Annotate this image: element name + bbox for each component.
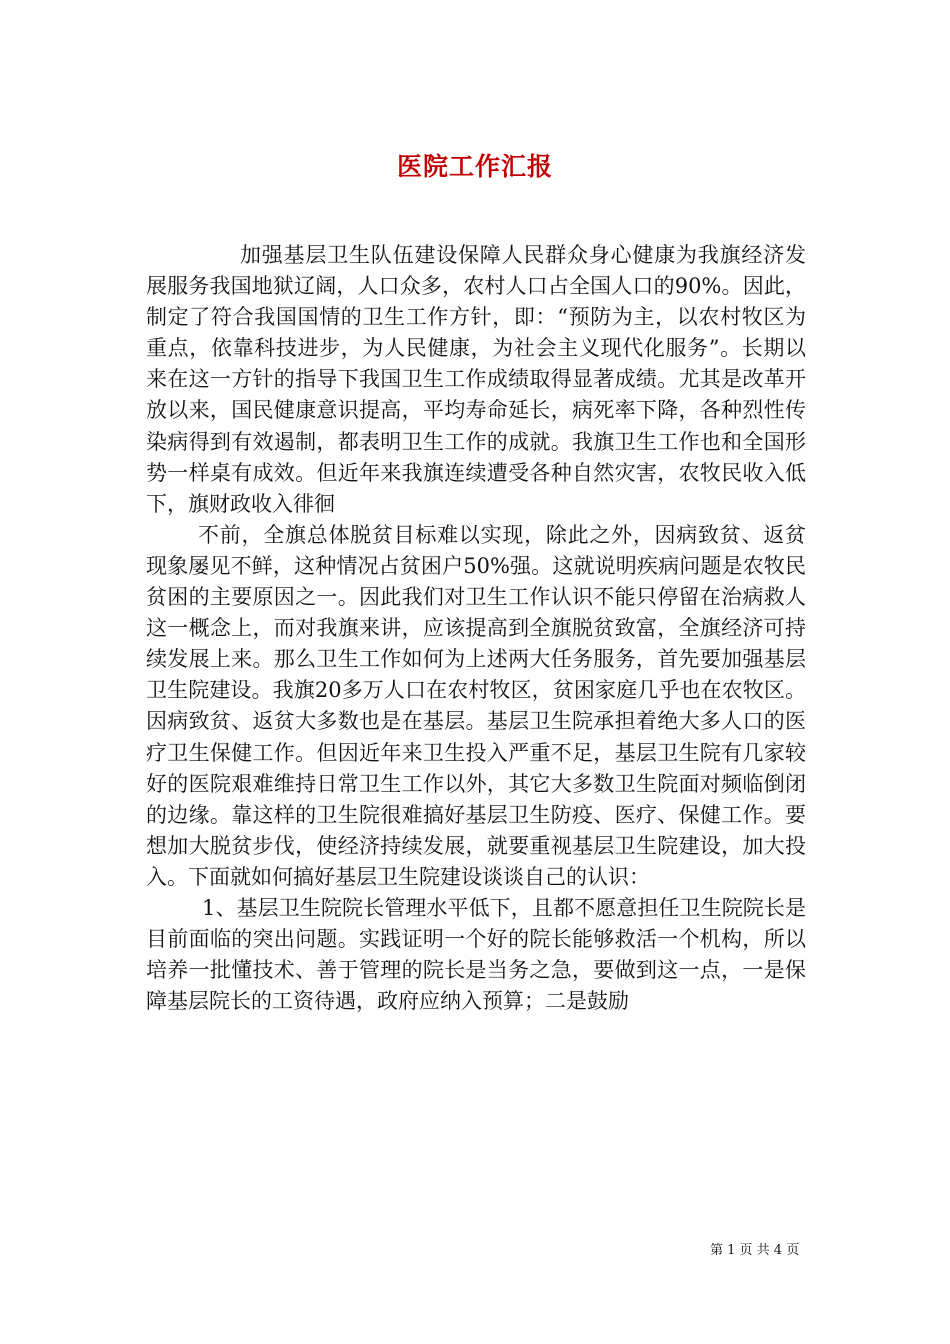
page-number-footer: 第 1 页 共 4 页 [710,1243,800,1258]
document-body [146,240,806,1017]
paragraph-2: 不前，全旗总体脱贫目标难以实现，除此之外，因病致贫、返贫现象屡见不鲜，这种情况占贫困户50%强。这就说明疾病问题是农牧民贫困的主要原因之一。因此我们对卫生工作认识不能只停留在治病救人这一概念上，而对我旗来讲，应该提高到全旗脱贫致富，全旗经济可持续发展上来。那么卫生工作如何为上述两大任务服务，首先要加强基层卫生院建设。我旗20多万人口在农村牧区，贫困家庭几乎也在农牧区。因病致贫、返贫大多数也是在基层。基层卫生院承担着绝大多人口的医疗卫生保健工作。但因近年来卫生投入严重不足，基层卫生院有几家较好的医院艰难维持日常卫生工作以外，其它大多数卫生院面对频临倒闭的边缘。靠这样的卫生院很难搞好基层卫生防疫、医疗、保健工作。要想加大脱贫步伐，使经济持续发展，就要重视基层卫生院建设，加大投入。下面就如何搞好基层卫生院建设谈谈自己的认识： [146,522,806,889]
paragraph-1: 加强基层卫生队伍建设保障人民群众身心健康为我旗经济发展服务我国地狱辽阔，人口众多，农村人口占全国人口的90%。因此，制定了符合我国国情的卫生工作方针，即：“预防为主，以农村牧区为重点，依靠科技进步，为人民健康，为社会主义现代化服务”。长期以来在这一方针的指导下我国卫生工作成绩取得显著成绩。尤其是改革开放以来，国民健康意识提高，平均寿命延长，病死率下降，各种烈性传染病得到有效遏制，都表明卫生工作的成就。我旗卫生工作也和全国形势一样桌有成效。但近年来我旗连续遭受各种自然灾害，农牧民收入低下，旗财政收入徘徊 [146,243,806,516]
paragraph-3: 1、基层卫生院院长管理水平低下，且都不愿意担任卫生院院长是目前面临的突出问题。实践证明一个好的院长能够救活一个机构，所以培养一批懂技术、善于管理的院长是当务之急，要做到这一点，一是保障基层院长的工资待遇，政府应纳入预算；二是鼓励 [146,895,806,1014]
document-title: 医院工作汇报 [396,151,553,181]
